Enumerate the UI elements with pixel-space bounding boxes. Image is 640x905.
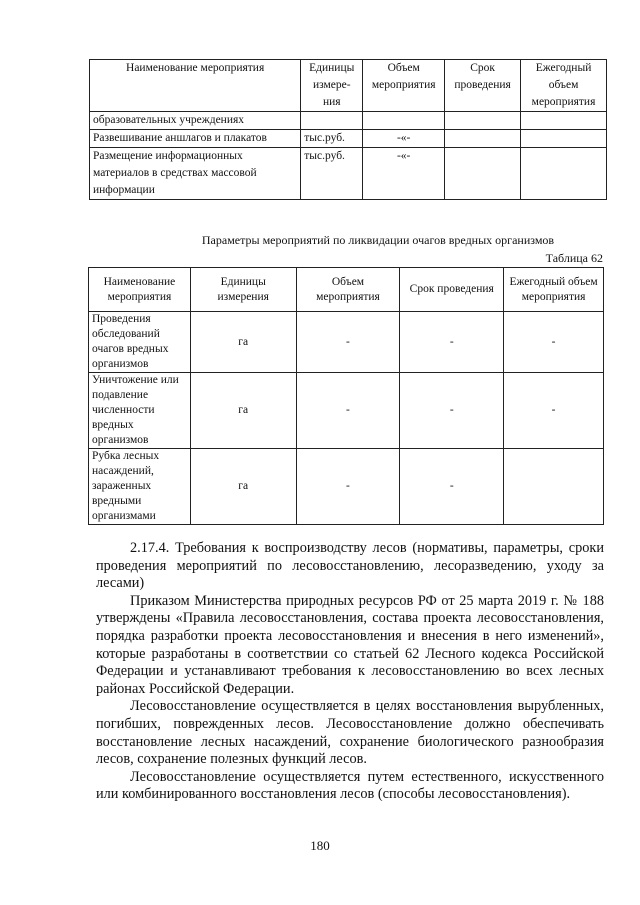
table-cell: -«- <box>363 148 445 200</box>
column-header: Единицы измере-ния <box>301 60 363 112</box>
table-row <box>90 112 607 130</box>
table-cell <box>445 148 521 200</box>
table-cell: Развешивание аншлагов и плакатов <box>90 130 301 148</box>
measures-table-continued <box>89 59 607 200</box>
section-heading: 2.17.4. Требования к воспроизводству лесов (нормативы, параметры, сроки проведения мероприятий по лесовосстановлению, лесоразведению, уходу за лесами) <box>96 540 604 592</box>
table-row <box>90 148 607 200</box>
column-header: Срок проведения <box>400 268 504 312</box>
paragraph: Лесовосстановление осуществляется в целях восстановления вырубленных, погибших, поврежденных лесов. Лесовосстановление должно обеспечивать восстановление лесных насаждений, сохранение биологического разнообразия лесов, сохранение полезных функций лесов. <box>96 698 604 768</box>
table-caption: Параметры мероприятий по ликвидации очагов вредных организмов <box>201 233 555 247</box>
table-row <box>90 130 607 148</box>
column-header: Срок проведения <box>445 60 521 112</box>
table-cell <box>445 130 521 148</box>
table-cell <box>301 112 363 130</box>
table-cell: - <box>400 449 504 525</box>
column-header: Наименование мероприятия <box>90 60 301 112</box>
table-cell <box>504 449 604 525</box>
harmful-organisms-table <box>88 267 604 525</box>
table-cell: - <box>504 312 604 373</box>
table-cell: Уничтожение или подавление численности вредных организмов <box>89 373 191 449</box>
table-cell: - <box>400 312 504 373</box>
table-cell: -«- <box>363 130 445 148</box>
table-header-row <box>89 268 604 312</box>
column-header: Наименование мероприятия <box>89 268 191 312</box>
page-number: 180 <box>310 838 330 853</box>
table-cell: Размещение информационных материалов в средствах массовой информации <box>90 148 301 200</box>
table-cell: Проведения обследований очагов вредных организмов <box>89 312 191 373</box>
table-cell <box>521 148 607 200</box>
table-cell: образовательных учреждениях <box>90 112 301 130</box>
table-row <box>89 373 604 449</box>
table-cell: - <box>296 449 400 525</box>
table-cell <box>445 112 521 130</box>
table-cell: га <box>190 373 296 449</box>
table-cell <box>521 130 607 148</box>
table-cell: га <box>190 312 296 373</box>
table-cell <box>363 112 445 130</box>
column-header: Единицы измерения <box>190 268 296 312</box>
table-cell: тыс.руб. <box>301 130 363 148</box>
table-row <box>89 312 604 373</box>
column-header: Ежегодный объем мероприятия <box>504 268 604 312</box>
table-cell: - <box>504 373 604 449</box>
table-number: Таблица 62 <box>545 251 603 265</box>
table-header-row <box>90 60 607 112</box>
table-cell: - <box>296 312 400 373</box>
table-cell: Рубка лесных насаждений, зараженных вредными организмами <box>89 449 191 525</box>
table-cell: га <box>190 449 296 525</box>
table-cell <box>521 112 607 130</box>
column-header: Ежегодный объем мероприятия <box>521 60 607 112</box>
paragraph: Лесовосстановление осуществляется путем естественного, искусственного или комбинированного восстановления лесов (способы лесовосстановления). <box>96 768 604 803</box>
paragraph: Приказом Министерства природных ресурсов РФ от 25 марта 2019 г. № 188 утверждены «Правила лесовосстановления, состава проекта лесовосстановления, порядка разработки проекта лесовосстановления и внесения в него изменений», которые разработаны в соответствии со статьей 62 Лесного кодекса Российской Федерации и устанавливают требования к лесовосстановлению во всех лесных районах Российской Федерации. <box>96 592 604 697</box>
table-cell: - <box>400 373 504 449</box>
column-header: Объем мероприятия <box>296 268 400 312</box>
column-header: Объем мероприятия <box>363 60 445 112</box>
table-cell: - <box>296 373 400 449</box>
table-row <box>89 449 604 525</box>
table-cell: тыс.руб. <box>301 148 363 200</box>
body-text <box>96 540 604 804</box>
